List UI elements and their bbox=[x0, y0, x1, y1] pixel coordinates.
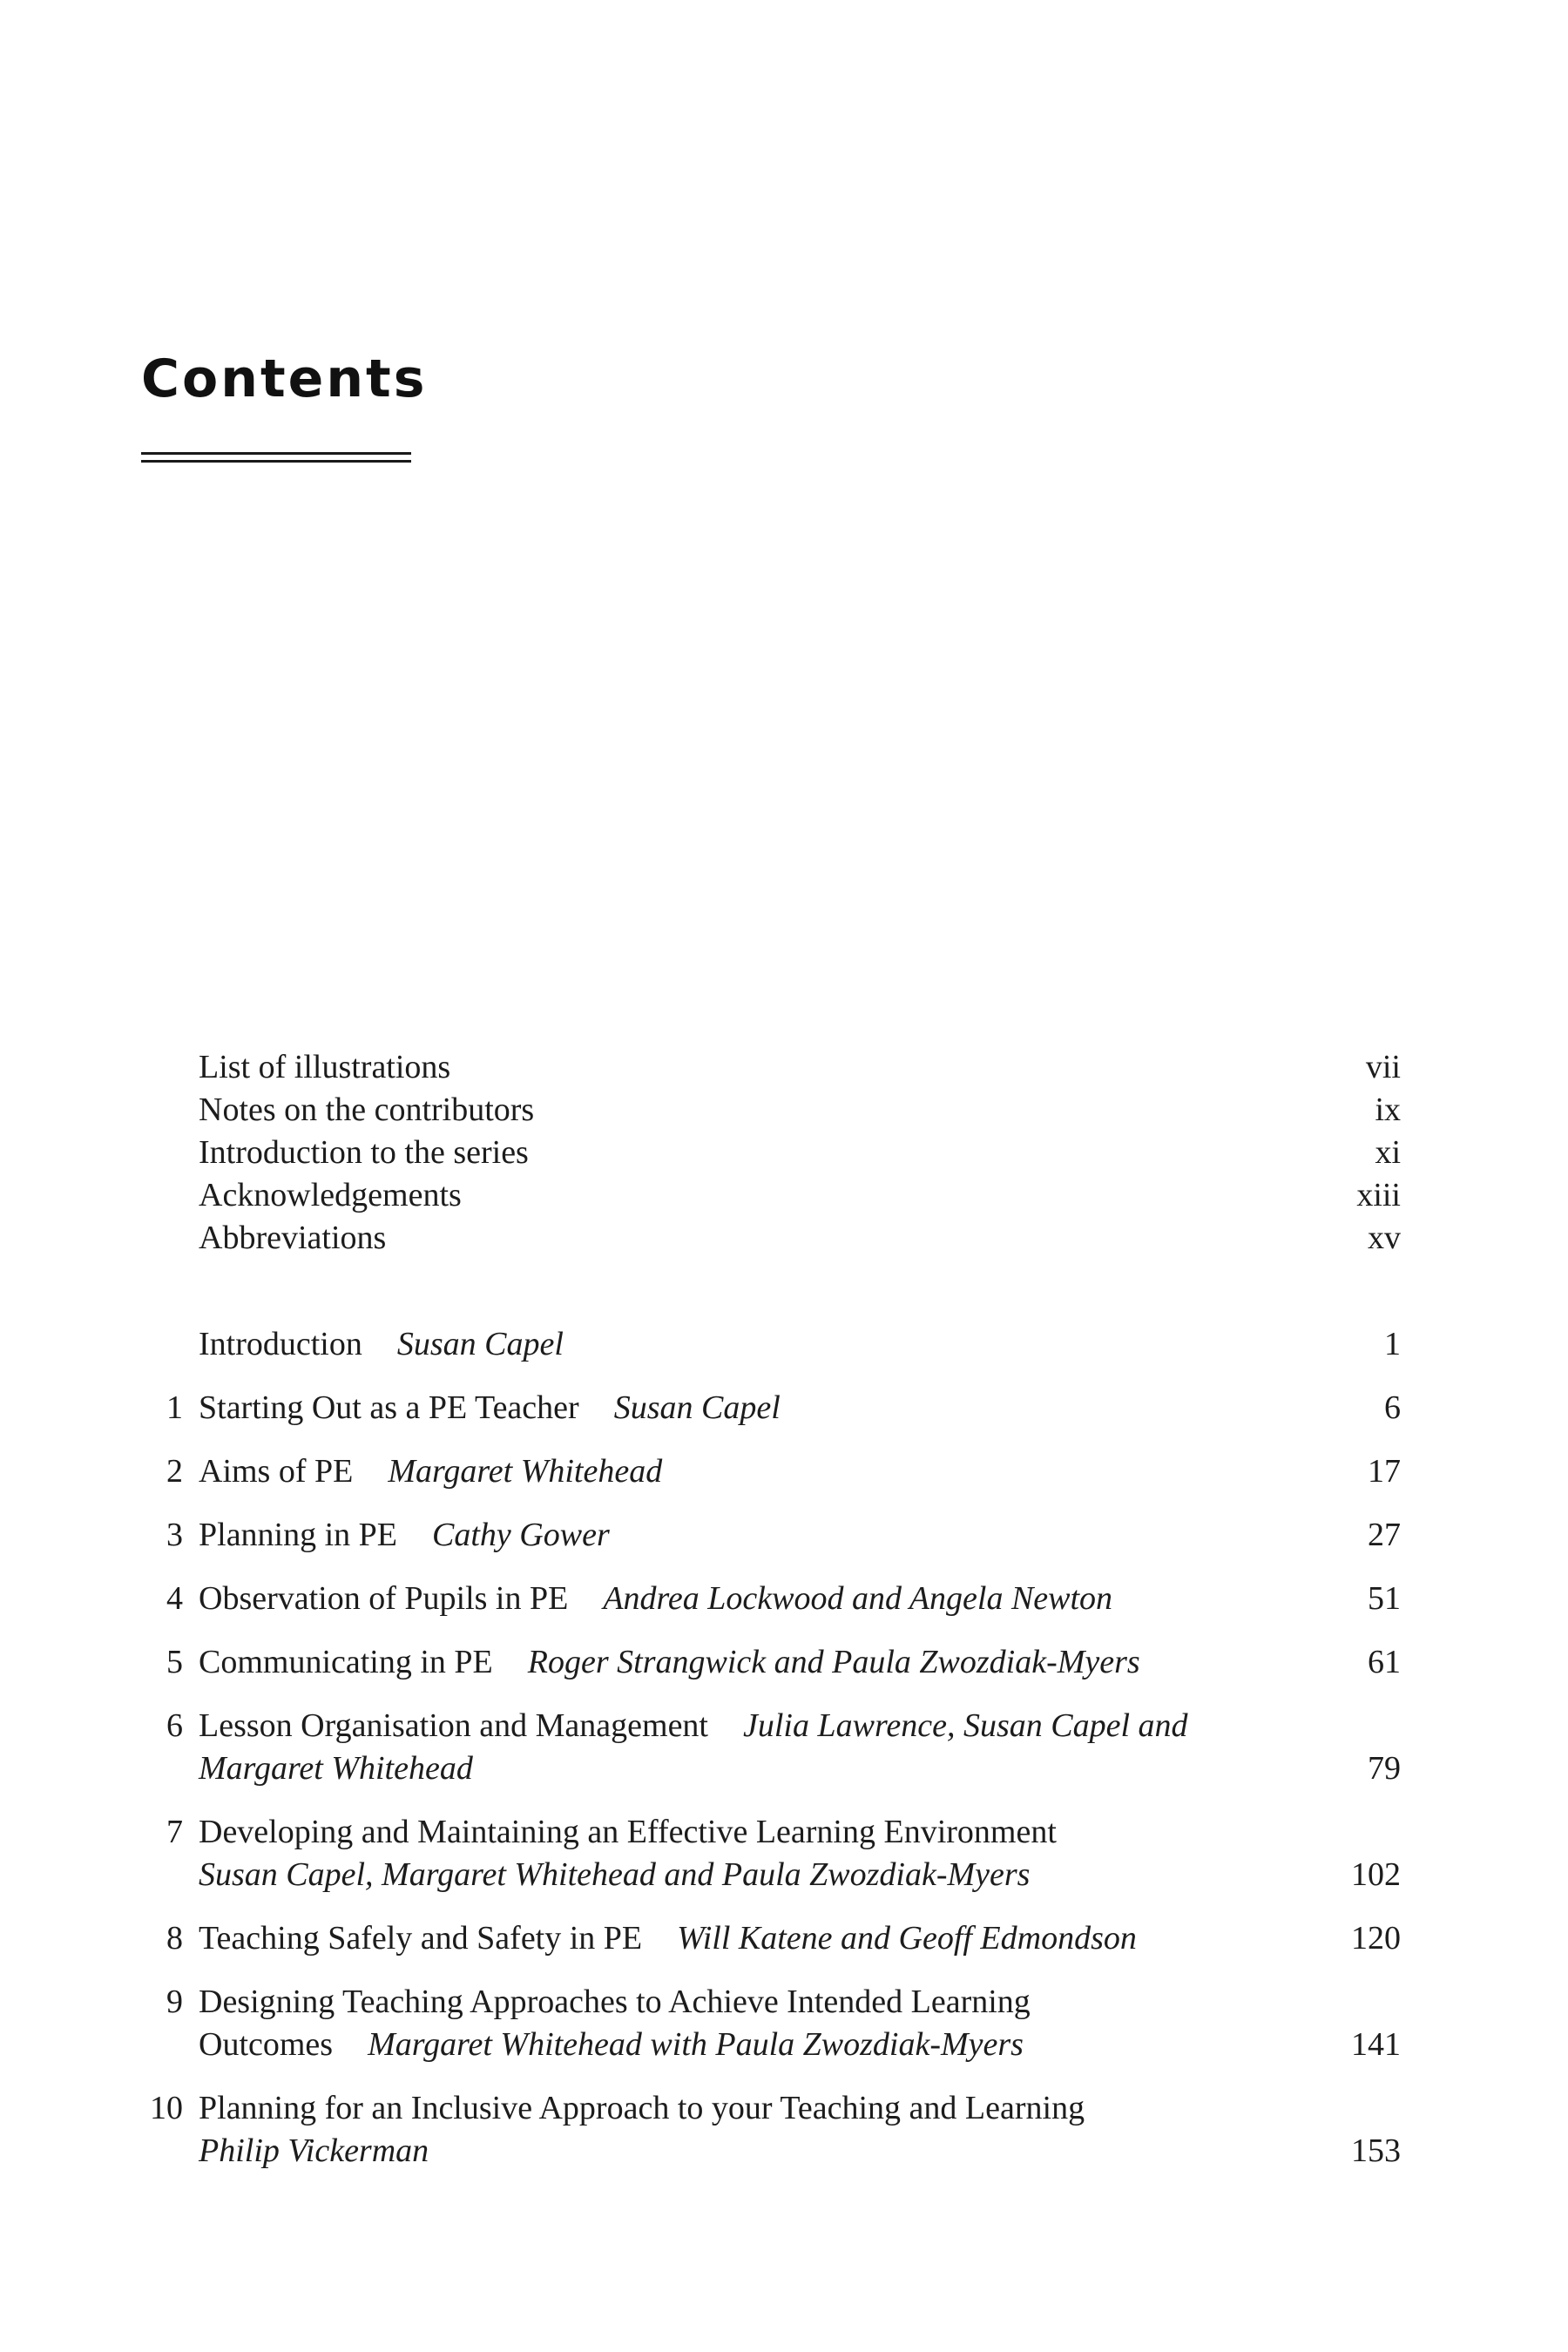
toc-entry-title: Abbreviations bbox=[199, 1220, 387, 1256]
toc-entry-chapter-5[interactable] bbox=[141, 1641, 1401, 1684]
toc-entry-page: xiii bbox=[1356, 1177, 1401, 1213]
toc-entry-chapter-8[interactable] bbox=[141, 1917, 1401, 1960]
chapter-number: 8 bbox=[166, 1920, 183, 1957]
chapter-author: Margaret Whitehead with Paula Zwozdiak-Myers bbox=[368, 2026, 1024, 2063]
chapter-title: Introduction bbox=[199, 1326, 362, 1362]
chapter-number: 6 bbox=[166, 1707, 183, 1744]
chapter-list bbox=[141, 1323, 1401, 2193]
chapter-page: 6 bbox=[1384, 1389, 1401, 1426]
toc-entry-page: xv bbox=[1368, 1220, 1401, 1256]
chapter-page: 1 bbox=[1384, 1326, 1401, 1362]
toc-entry-abbreviations[interactable] bbox=[141, 1217, 1401, 1260]
chapter-author: Julia Lawrence, Susan Capel and Margaret Whitehead bbox=[199, 1707, 1188, 1787]
chapter-page: 27 bbox=[1368, 1517, 1401, 1553]
chapter-page: 61 bbox=[1368, 1644, 1401, 1680]
chapter-author: Susan Capel bbox=[396, 1326, 564, 1362]
front-matter-list bbox=[141, 1046, 1401, 1260]
toc-entry-page: vii bbox=[1365, 1049, 1401, 1085]
toc-entry-title: Notes on the contributors bbox=[199, 1092, 535, 1128]
chapter-title: Starting Out as a PE Teacher bbox=[199, 1389, 579, 1426]
title-underline-bottom bbox=[141, 460, 411, 463]
chapter-author: Philip Vickerman bbox=[199, 2132, 429, 2169]
chapter-page: 120 bbox=[1351, 1920, 1401, 1957]
chapter-title: Aims of PE bbox=[199, 1453, 354, 1490]
chapter-author: Susan Capel bbox=[613, 1389, 781, 1426]
chapter-number: 10 bbox=[150, 2090, 183, 2126]
toc-entry-introduction[interactable] bbox=[141, 1323, 1401, 1366]
toc-entry-title: Introduction to the series bbox=[199, 1134, 529, 1171]
chapter-page: 102 bbox=[1351, 1856, 1401, 1893]
toc-entry-title: List of illustrations bbox=[199, 1049, 451, 1085]
chapter-author: Susan Capel, Margaret Whitehead and Paula Zwozdiak-Myers bbox=[199, 1856, 1031, 1893]
toc-entry-notes-on-contributors[interactable] bbox=[141, 1089, 1401, 1132]
toc-entry-chapter-10[interactable] bbox=[141, 2087, 1401, 2173]
page-title: Contents bbox=[141, 348, 428, 409]
toc-entry-chapter-7[interactable] bbox=[141, 1811, 1401, 1896]
toc-entry-chapter-3[interactable] bbox=[141, 1514, 1401, 1557]
chapter-page: 153 bbox=[1351, 2132, 1401, 2169]
chapter-number: 7 bbox=[166, 1814, 183, 1850]
chapter-title: Developing and Maintaining an Effective Learning Environment bbox=[199, 1814, 1057, 1850]
chapter-title: Teaching Safely and Safety in PE bbox=[199, 1920, 643, 1957]
chapter-author: Andrea Lockwood and Angela Newton bbox=[603, 1580, 1113, 1617]
chapter-author: Will Katene and Geoff Edmondson bbox=[677, 1920, 1137, 1957]
toc-entry-introduction-to-series[interactable] bbox=[141, 1132, 1401, 1174]
chapter-page: 79 bbox=[1368, 1750, 1401, 1787]
toc-entry-title: Acknowledgements bbox=[199, 1177, 462, 1213]
chapter-title: Designing Teaching Approaches to Achieve Intended Learning Outcomes bbox=[199, 1984, 1031, 2063]
toc-entry-page: ix bbox=[1375, 1092, 1401, 1128]
toc-entry-page: xi bbox=[1375, 1134, 1401, 1171]
chapter-title: Planning in PE bbox=[199, 1517, 398, 1553]
chapter-title: Communicating in PE bbox=[199, 1644, 493, 1680]
toc-entry-chapter-6[interactable] bbox=[141, 1705, 1401, 1790]
chapter-number: 9 bbox=[166, 1984, 183, 2020]
chapter-title: Observation of Pupils in PE bbox=[199, 1580, 569, 1617]
toc-entry-list-of-illustrations[interactable] bbox=[141, 1046, 1401, 1089]
chapter-number: 4 bbox=[166, 1580, 183, 1617]
toc-entry-acknowledgements[interactable] bbox=[141, 1174, 1401, 1217]
chapter-page: 141 bbox=[1351, 2026, 1401, 2063]
chapter-title: Planning for an Inclusive Approach to your Teaching and Learning bbox=[199, 2090, 1085, 2126]
toc-entry-chapter-9[interactable] bbox=[141, 1981, 1401, 2066]
chapter-page: 17 bbox=[1368, 1453, 1401, 1490]
title-underline-top bbox=[141, 452, 411, 455]
chapter-number: 3 bbox=[166, 1517, 183, 1553]
chapter-author: Margaret Whitehead bbox=[388, 1453, 663, 1490]
chapter-page: 51 bbox=[1368, 1580, 1401, 1617]
chapter-author: Roger Strangwick and Paula Zwozdiak-Myers bbox=[527, 1644, 1140, 1680]
toc-entry-chapter-2[interactable] bbox=[141, 1450, 1401, 1493]
chapter-author: Cathy Gower bbox=[432, 1517, 610, 1553]
chapter-number: 5 bbox=[166, 1644, 183, 1680]
toc-entry-chapter-1[interactable] bbox=[141, 1387, 1401, 1429]
chapter-title: Lesson Organisation and Management bbox=[199, 1707, 708, 1744]
chapter-number: 2 bbox=[166, 1453, 183, 1490]
chapter-number: 1 bbox=[166, 1389, 183, 1426]
toc-entry-chapter-4[interactable] bbox=[141, 1578, 1401, 1620]
